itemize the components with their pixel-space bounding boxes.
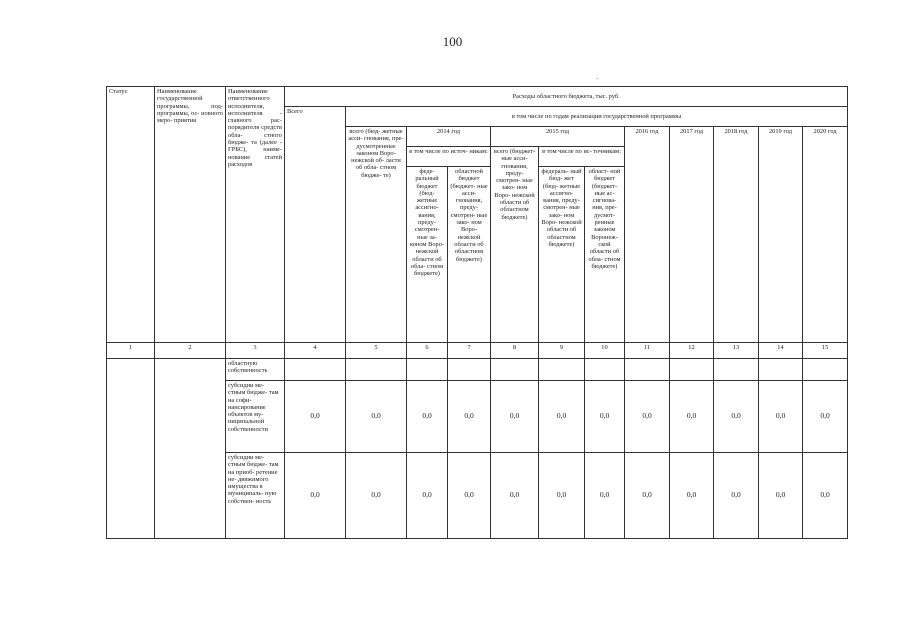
header-executor: Наименование ответственного исполнителя, исполнителя - главного рас- порядителя средств обла- стного бюдже- та (далее - ГРБС), наиме- нование статей расходов [226,87,285,343]
column-number: 7 [448,343,491,359]
column-number: 15 [803,343,848,359]
value-cell: 0,0 [670,381,714,453]
column-number: 2 [155,343,226,359]
value-cell: 0,0 [625,381,670,453]
value-cell: 0,0 [448,453,491,539]
header-year-2020: 2020 год [803,127,848,343]
header-total-all: всего (бюд- жетные асси- гнования, пре- дусмотренные законом Воро- нежской об- ласти об обла- стном бюдже- те) [346,127,407,343]
column-number: 14 [759,343,803,359]
row-label: областную собственность [226,359,285,381]
value-cell: 0,0 [346,453,407,539]
column-numbers-row [107,343,848,359]
budget-table [106,86,848,539]
page-number: 100 [442,34,463,49]
row-label: субсидии ме- стным бюдже- там на приоб- ретение не- движимого имущества в муниципаль- ную собствен- ность [226,453,285,539]
program-name-cell [155,359,226,539]
column-number: 5 [346,343,407,359]
value-cell [448,359,491,381]
header-year-2017: 2017 год [670,127,714,343]
value-cell: 0,0 [491,453,539,539]
column-number: 6 [407,343,448,359]
value-cell [539,359,585,381]
header-year-2015: 2015 год [491,127,625,147]
value-cell: 0,0 [585,453,625,539]
header-reg-2015: област- ной бюджет (бюджет- ные ас- сигнова- ния, пре- дусмот- ренные законом Воронеж- ской области об обла- стном бюджете) [585,167,625,343]
value-cell [407,359,448,381]
header-year-2014: 2014 год [407,127,491,147]
header-reg-2014: областной бюджет (бюджет- ные асси- гнования, преду- смотрен- ные зако- ном Воро- нежской области об областном бюджете) [448,167,491,343]
value-cell [670,359,714,381]
value-cell [285,359,346,381]
header-incl-sources-2015: в том числе по ис- точникам: [539,147,625,167]
value-cell: 0,0 [491,381,539,453]
value-cell [346,359,407,381]
scan-mark: . [596,71,599,81]
column-number: 3 [226,343,285,359]
header-fed-2014: феде- ральный бюджет (бюд- жетные ассигно- вания, преду- смотрен- ные за- коном Воро- нежской области об обла- стном бюджете) [407,167,448,343]
column-number: 9 [539,343,585,359]
value-cell: 0,0 [407,381,448,453]
value-cell: 0,0 [539,453,585,539]
header-total: Всего [285,107,346,343]
value-cell [803,359,848,381]
value-cell [585,359,625,381]
value-cell: 0,0 [714,381,759,453]
header-incl-sources-2014: в том числе по источ- никам: [407,147,491,167]
header-year-2018: 2018 год [714,127,759,343]
header-status: Статус [107,87,155,343]
header-program-name: Наименование государственной программы, под- программы, ос- новного меро- приятия [155,87,226,343]
table-row [107,359,848,381]
value-cell [625,359,670,381]
status-cell [107,359,155,539]
column-number: 11 [625,343,670,359]
value-cell: 0,0 [407,453,448,539]
value-cell: 0,0 [759,453,803,539]
value-cell: 0,0 [585,381,625,453]
row-label: субсидии ме- стным бюдже- там на софи- нансирование объектов му- ниципальной собственности [226,381,285,453]
header-by-years: в том числе по годам реализации государственной программы [346,107,848,127]
value-cell: 0,0 [759,381,803,453]
value-cell: 0,0 [285,381,346,453]
value-cell: 0,0 [625,453,670,539]
value-cell: 0,0 [285,453,346,539]
column-number: 4 [285,343,346,359]
header-total-2015: всего (бюджет- ные асси- гнования, преду- смотрен- ные зако- ном Воро- нежской области об областном бюджете) [491,147,539,343]
column-number: 13 [714,343,759,359]
column-number: 1 [107,343,155,359]
value-cell: 0,0 [803,453,848,539]
value-cell [491,359,539,381]
column-number: 8 [491,343,539,359]
value-cell: 0,0 [346,381,407,453]
header-expenses-title: Расходы областного бюджета, тыс. руб. [285,87,848,107]
value-cell: 0,0 [670,453,714,539]
value-cell [714,359,759,381]
value-cell: 0,0 [448,381,491,453]
column-number: 10 [585,343,625,359]
header-year-2016: 2016 год [625,127,670,343]
header-year-2019: 2019 год [759,127,803,343]
value-cell: 0,0 [803,381,848,453]
header-fed-2015: федераль- ный бюд- жет (бюд- жетные ассигно- вания, преду- смотрен- ные зако- ном Воро- нежской области об областном бюджете) [539,167,585,343]
column-number: 12 [670,343,714,359]
value-cell [759,359,803,381]
value-cell: 0,0 [539,381,585,453]
value-cell: 0,0 [714,453,759,539]
